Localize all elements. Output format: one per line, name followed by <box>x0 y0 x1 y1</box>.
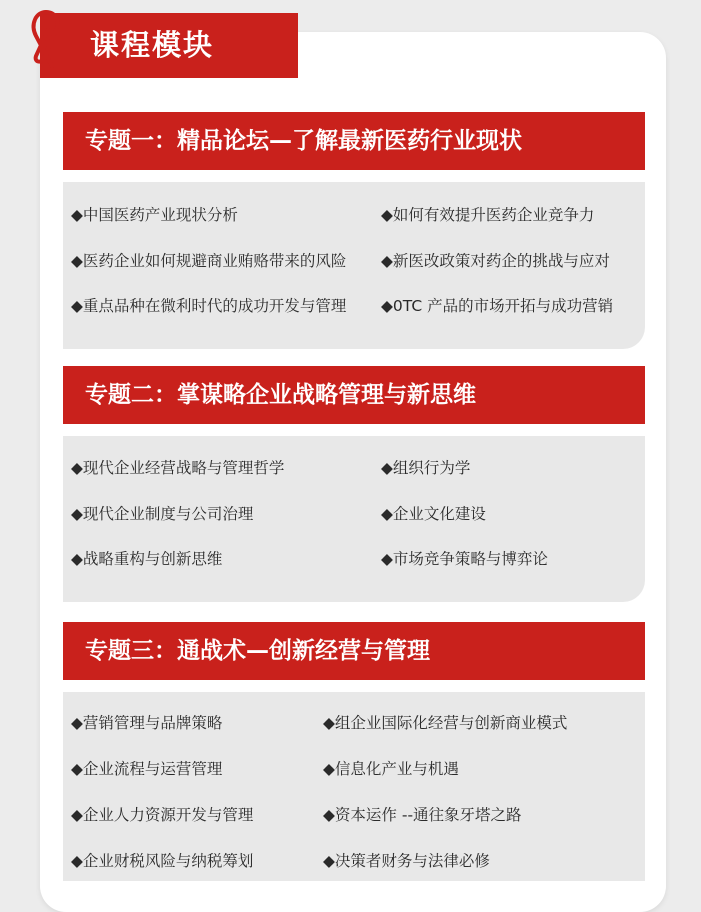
list-item: ◆现代企业经营战略与管理哲学 <box>71 459 285 477</box>
paperclip-icon <box>22 6 66 76</box>
section-box-1 <box>63 182 645 349</box>
list-item: ◆战略重构与创新思维 <box>71 550 223 568</box>
list-item: ◆企业财税风险与纳税筹划 <box>71 852 254 870</box>
section-banner-2 <box>63 366 645 424</box>
list-item: ◆组企业国际化经营与创新商业模式 <box>323 714 568 732</box>
list-item: ◆0TC 产品的市场开拓与成功营销 <box>381 297 614 315</box>
section-banner-3 <box>63 622 645 680</box>
list-item: ◆如何有效提升医药企业竞争力 <box>381 206 595 224</box>
list-item: ◆资本运作 --通往象牙塔之路 <box>323 806 522 824</box>
list-item: ◆医药企业如何规避商业贿赂带来的风险 <box>71 252 347 270</box>
section-title-1: 专题一：精品论坛—了解最新医药行业现状 <box>85 128 522 154</box>
list-item: ◆市场竞争策略与博弈论 <box>381 550 548 568</box>
list-item: ◆中国医药产业现状分析 <box>71 206 238 224</box>
section-box-2 <box>63 436 645 602</box>
section-title-2: 专题二：掌谋略企业战略管理与新思维 <box>85 382 476 408</box>
page-title: 课程模块 <box>90 28 215 62</box>
section-banner-1 <box>63 112 645 170</box>
list-item: ◆企业文化建设 <box>381 505 486 523</box>
list-item: ◆决策者财务与法律必修 <box>323 852 490 870</box>
list-item: ◆重点品种在微利时代的成功开发与管理 <box>71 297 347 315</box>
list-item: ◆现代企业制度与公司治理 <box>71 505 254 523</box>
list-item: ◆组织行为学 <box>381 459 471 477</box>
list-item: ◆信息化产业与机遇 <box>323 760 459 778</box>
list-item: ◆企业人力资源开发与管理 <box>71 806 254 824</box>
list-item: ◆企业流程与运营管理 <box>71 760 223 778</box>
list-item: ◆营销管理与品牌策略 <box>71 714 223 732</box>
section-title-3: 专题三：通战术—创新经营与管理 <box>85 638 430 664</box>
section-box-3 <box>63 692 645 881</box>
list-item: ◆新医改政策对药企的挑战与应对 <box>381 252 610 270</box>
